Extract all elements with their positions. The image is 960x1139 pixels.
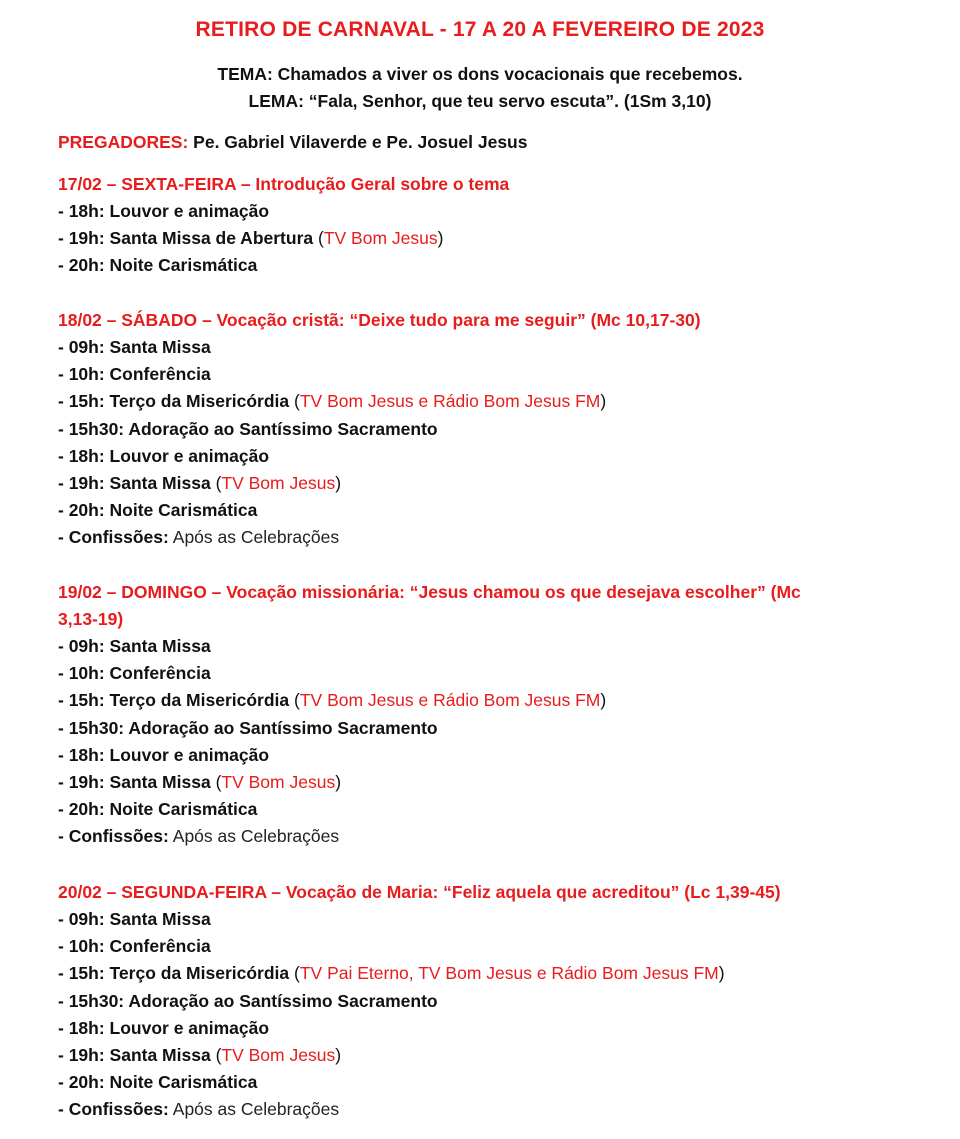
schedule-item <box>58 443 918 470</box>
schedule-item-label: - Confissões: <box>58 527 169 548</box>
schedule-item-label: - 09h: Santa Missa <box>58 337 211 357</box>
schedule-item-label: - 19h: Santa Missa <box>58 772 211 793</box>
schedule-item-label: - 18h: Louvor e animação <box>58 201 270 221</box>
schedule-item-label: - Confissões: <box>58 1099 169 1120</box>
schedule-item-label: - 10h: Conferência <box>58 936 211 957</box>
schedule-item-label: - 15h30: Adoração ao Santíssimo Sacramento <box>58 418 438 439</box>
day-section-20-02 <box>58 879 918 1124</box>
schedule-item-detail: Após as Celebrações <box>172 826 340 847</box>
day-section-18-02 <box>58 307 918 552</box>
schedule-item-label: - 15h: Terço da Misericórdia <box>58 963 290 984</box>
schedule-item <box>58 334 918 361</box>
schedule-item: - 15h: Terço da Misericórdia (TV Bom Jesus e Rádio Bom Jesus FM) <box>58 391 607 412</box>
preachers-label: PREGADORES: <box>58 132 189 152</box>
schedule-item: - 19h: Santa Missa (TV Bom Jesus) <box>58 772 342 793</box>
schedule-item: - 15h: Terço da Misericórdia (TV Pai Eterno, TV Bom Jesus e Rádio Bom Jesus FM) <box>58 963 725 984</box>
broadcast-note: TV Bom Jesus <box>323 228 438 249</box>
schedule-item <box>58 715 918 742</box>
preachers-names: Pe. Gabriel Vilaverde e Pe. Josuel Jesus <box>193 132 528 152</box>
theme-line: TEMA: Chamados a viver os dons vocacionais que recebemos. <box>217 64 743 84</box>
schedule-item <box>58 1069 918 1096</box>
schedule-item-label: - 10h: Conferência <box>58 364 211 385</box>
schedule-item-label: - 19h: Santa Missa <box>58 1045 211 1066</box>
schedule-item-label: - 18h: Louvor e animação <box>58 1017 270 1038</box>
day-heading: 18/02 – SÁBADO – Vocação cristã: “Deixe tudo para me seguir” (Mc 10,17-30) <box>58 310 701 330</box>
schedule-item-label: - 15h: Terço da Misericórdia <box>58 391 290 412</box>
schedule-item <box>58 660 918 687</box>
broadcast-note: TV Bom Jesus <box>221 772 336 793</box>
day-section-19-02 <box>58 579 918 851</box>
schedule-item <box>58 497 918 524</box>
schedule-item-label: - Confissões: <box>58 826 169 847</box>
day-heading: 17/02 – SEXTA-FEIRA – Introdução Geral sobre o tema <box>58 174 510 194</box>
schedule-item-label: - 20h: Noite Carismática <box>58 1072 258 1093</box>
schedule-item <box>58 252 918 279</box>
schedule-item <box>58 1015 918 1042</box>
schedule-item-label: - 15h: Terço da Misericórdia <box>58 690 290 711</box>
broadcast-note: TV Bom Jesus e Rádio Bom Jesus FM <box>299 391 601 412</box>
schedule-item-label: - 18h: Louvor e animação <box>58 445 270 466</box>
schedule-item-detail: Após as Celebrações <box>172 1099 340 1120</box>
schedule-item <box>58 742 918 769</box>
schedule-item-label: - 20h: Noite Carismática <box>58 500 258 521</box>
document-title: RETIRO DE CARNAVAL - 17 A 20 A FEVEREIRO DE 2023 <box>195 18 765 41</box>
schedule-item-label: - 09h: Santa Missa <box>58 909 211 929</box>
schedule-item-label: - 18h: Louvor e animação <box>58 744 270 765</box>
broadcast-note: TV Bom Jesus e Rádio Bom Jesus FM <box>299 690 601 711</box>
schedule-item <box>58 416 918 443</box>
schedule-item <box>58 988 918 1015</box>
schedule-item-label: - 20h: Noite Carismática <box>58 799 258 820</box>
day-heading-line-1: 19/02 – DOMINGO – Vocação missionária: “Jesus chamou os que desejava escolher” (Mc <box>58 582 801 602</box>
schedule-item <box>58 1096 918 1123</box>
schedule-item <box>58 198 918 225</box>
schedule-item <box>58 933 918 960</box>
schedule-item-label: - 15h30: Adoração ao Santíssimo Sacramento <box>58 990 438 1011</box>
schedule-item <box>58 796 918 823</box>
schedule-item <box>58 823 918 850</box>
schedule-item: - 19h: Santa Missa (TV Bom Jesus) <box>58 473 342 494</box>
schedule-item <box>58 633 918 660</box>
schedule-item <box>58 361 918 388</box>
schedule-item-detail: Após as Celebrações <box>172 527 340 548</box>
broadcast-note: TV Pai Eterno, TV Bom Jesus e Rádio Bom Jesus FM <box>299 963 719 984</box>
motto-line: LEMA: “Fala, Senhor, que teu servo escuta”. (1Sm 3,10) <box>248 91 712 111</box>
schedule-item: - 15h: Terço da Misericórdia (TV Bom Jesus e Rádio Bom Jesus FM) <box>58 690 607 711</box>
schedule-item-label: - 19h: Santa Missa de Abertura <box>58 228 314 249</box>
schedule-item-label: - 20h: Noite Carismática <box>58 255 258 276</box>
schedule-item <box>58 524 918 551</box>
schedule-item-label: - 10h: Conferência <box>58 663 211 684</box>
schedule-item-label: - 15h30: Adoração ao Santíssimo Sacramento <box>58 717 438 738</box>
schedule-item: - 19h: Santa Missa (TV Bom Jesus) <box>58 1045 342 1066</box>
day-heading-line-2: 3,13-19) <box>58 609 124 629</box>
preachers-line <box>58 132 527 153</box>
day-section-17-02 <box>58 171 918 280</box>
day-heading: 20/02 – SEGUNDA-FEIRA – Vocação de Maria: “Feliz aquela que acreditou” (Lc 1,39-45) <box>58 882 781 902</box>
schedule-item-label: - 19h: Santa Missa <box>58 473 211 494</box>
schedule-item-label: - 09h: Santa Missa <box>58 636 211 656</box>
broadcast-note: TV Bom Jesus <box>221 473 336 494</box>
schedule-item: - 19h: Santa Missa de Abertura (TV Bom Jesus) <box>58 228 444 249</box>
broadcast-note: TV Bom Jesus <box>221 1045 336 1066</box>
schedule-item <box>58 906 918 933</box>
